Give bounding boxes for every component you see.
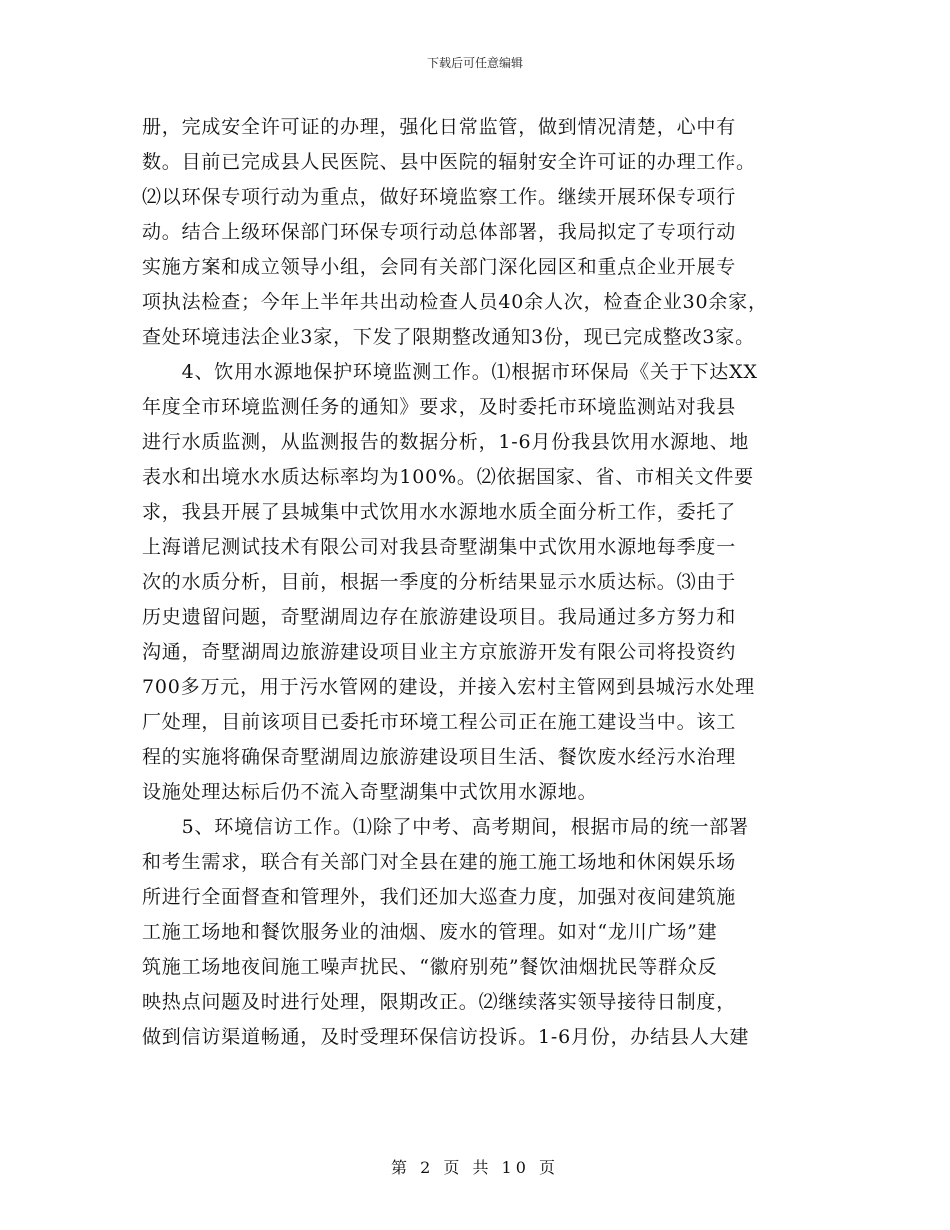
body-line: ⑵以环保专项行动为重点，做好环境监察工作。继续开展环保专项行: [142, 186, 737, 208]
body-line: 所进行全面督查和管理外，我们还加大巡查力度，加强对夜间建筑施: [142, 886, 737, 908]
body-line: 沟通，奇墅湖周边旅游建设项目业主方京旅游开发有限公司将投资约: [142, 641, 737, 663]
body-line: 和考生需求，联合有关部门对全县在建的施工施工场地和休闲娱乐场: [142, 851, 737, 873]
body-line: 动。结合上级环保部门环保专项行动总体部署，我局拟定了专项行动: [142, 221, 737, 243]
document-body: [142, 110, 818, 1055]
body-line: 查处环境违法企业3家，下发了限期整改通知3份，现已完成整改3家。: [142, 326, 755, 348]
body-line: 上海谱尼测试技术有限公司对我县奇墅湖集中式饮用水源地每季度一: [142, 536, 737, 558]
body-line: 求，我县开展了县城集中式饮用水水源地水质全面分析工作，委托了: [142, 501, 737, 523]
body-line: 历史遗留问题，奇墅湖周边存在旅游建设项目。我局通过多方努力和: [142, 606, 737, 628]
body-line: 映热点问题及时进行处理，限期改正。⑵继续落实领导接待日制度，: [142, 991, 737, 1013]
body-line: 筑施工场地夜间施工噪声扰民、“徽府别苑”餐饮油烟扰民等群众反: [142, 956, 718, 978]
body-line: 年度全市环境监测任务的通知》要求，及时委托市环境监测站对我县: [142, 396, 737, 418]
body-line: 数。目前已完成县人民医院、县中医院的辐射安全许可证的办理工作。: [142, 151, 756, 173]
body-line: 程的实施将确保奇墅湖周边旅游建设项目生活、餐饮废水经污水治理: [142, 746, 737, 768]
body-line: 做到信访渠道畅通，及时受理环保信访投诉。1-6月份，办结县人大建: [142, 1026, 750, 1048]
body-line: 册，完成安全许可证的办理，强化日常监管，做到情况清楚，心中有: [142, 116, 737, 138]
page-header: 下载后可任意编辑: [426, 56, 523, 70]
body-line: 项执法检查；今年上半年共出动检查人员40余人次，检查企业30余家，: [142, 291, 768, 313]
paragraph-5-start: 5、环境信访工作。⑴除了中考、高考期间，根据市局的统一部署: [142, 816, 749, 838]
paragraph-4-start: 4、饮用水源地保护环境监测工作。⑴根据市环保局《关于下达XX: [142, 361, 758, 383]
body-line: 表水和出境水水质达标率均为100%。⑵依据国家、省、市相关文件要: [142, 466, 754, 488]
page-number-footer: 第 2 页 共 10 页: [391, 1158, 559, 1177]
body-line: 实施方案和成立领导小组，会同有关部门深化园区和重点企业开展专: [142, 256, 737, 278]
body-line: 次的水质分析，目前，根据一季度的分析结果显示水质达标。⑶由于: [142, 571, 737, 593]
body-line: 设施处理达标后仍不流入奇墅湖集中式饮用水源地。: [142, 781, 598, 803]
body-line: 700多万元，用于污水管网的建设，并接入宏村主管网到县城污水处理: [142, 676, 755, 698]
body-line: 厂处理，目前该项目已委托市环境工程公司正在施工建设当中。该工: [142, 711, 737, 733]
body-line: 工施工场地和餐饮服务业的油烟、废水的管理。如对“龙川广场”建: [142, 921, 718, 943]
body-line: 进行水质监测，从监测报告的数据分析，1-6月份我县饮用水源地、地: [142, 431, 750, 453]
